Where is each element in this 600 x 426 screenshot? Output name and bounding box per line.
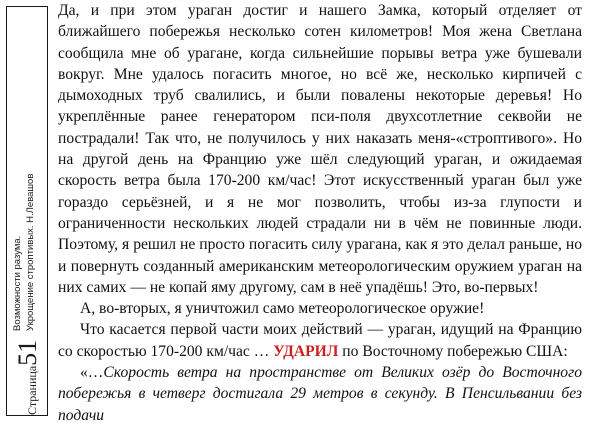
- paragraph-3-start: Что касается первой части моих действий — ураган, идущий на Францию со скоростью 170-200 км/час …: [58, 321, 582, 360]
- quote-open: «…: [80, 364, 104, 382]
- sidebar-rotated-content: [7, 7, 48, 416]
- main-text: [58, 0, 582, 426]
- paragraph-1: Да, и при этом ураган достиг и нашего Замка, который отделяет от ближайшего побережья несколько сотен километров! Моя жена Светлана сообщила мне об урагане, когда сильнейшие порывы ветра уже бушевали вокруг. Мне удалось погасить многое, но всё же, несколько кирпичей с дымоходных труб свалились, и были повалены некоторые деревья! Но укреплённые ранее генератором пси-поля двухсотлетние секвойи не пострадали! Так что, не получилось у них наказать меня-«строптивого». Но на другой день на Францию уже шёл следующий ураган, и ожидаемая скорость ветра была 170-200 км/час! Этот искусственный ураган был уже гораздо серьёзней, и я не мог позволить, чтобы из-за глупости и ограниченности нескольких людей страдали ни в чём не повинные люди. Поэтому, я решил не просто погасить силу урагана, как я это делал раньше, но и повернуть созданный американским метеорологическим оружием ураган на них самих — не копай яму другому, сам в неё упадёшь! Это, во-первых!: [58, 2, 582, 296]
- page-label: Страница: [25, 365, 39, 415]
- book-info: [11, 11, 37, 331]
- paragraph-2: А, во-вторых, я уничтожил само метеорологическое оружие!: [80, 300, 485, 318]
- highlight-word: УДАРИЛ: [273, 342, 339, 360]
- book-title: Возможности разума.: [12, 235, 23, 331]
- page-number: 51: [13, 339, 42, 366]
- page-number-block: [9, 340, 47, 415]
- paragraph-3-end: по Восточному побережью США:: [338, 342, 568, 360]
- book-subtitle: Укрощение строптивых. Н.Левашов: [25, 173, 36, 331]
- paragraph-3: [58, 319, 582, 362]
- quote-paragraph: [58, 362, 582, 426]
- page-sidebar: [6, 6, 48, 416]
- quote-text: Скорость ветра на пространстве от Великих озёр до Восточного побережья в четверг достигала 29 метров в секунду. В Пенсильвании без подачи: [58, 364, 582, 424]
